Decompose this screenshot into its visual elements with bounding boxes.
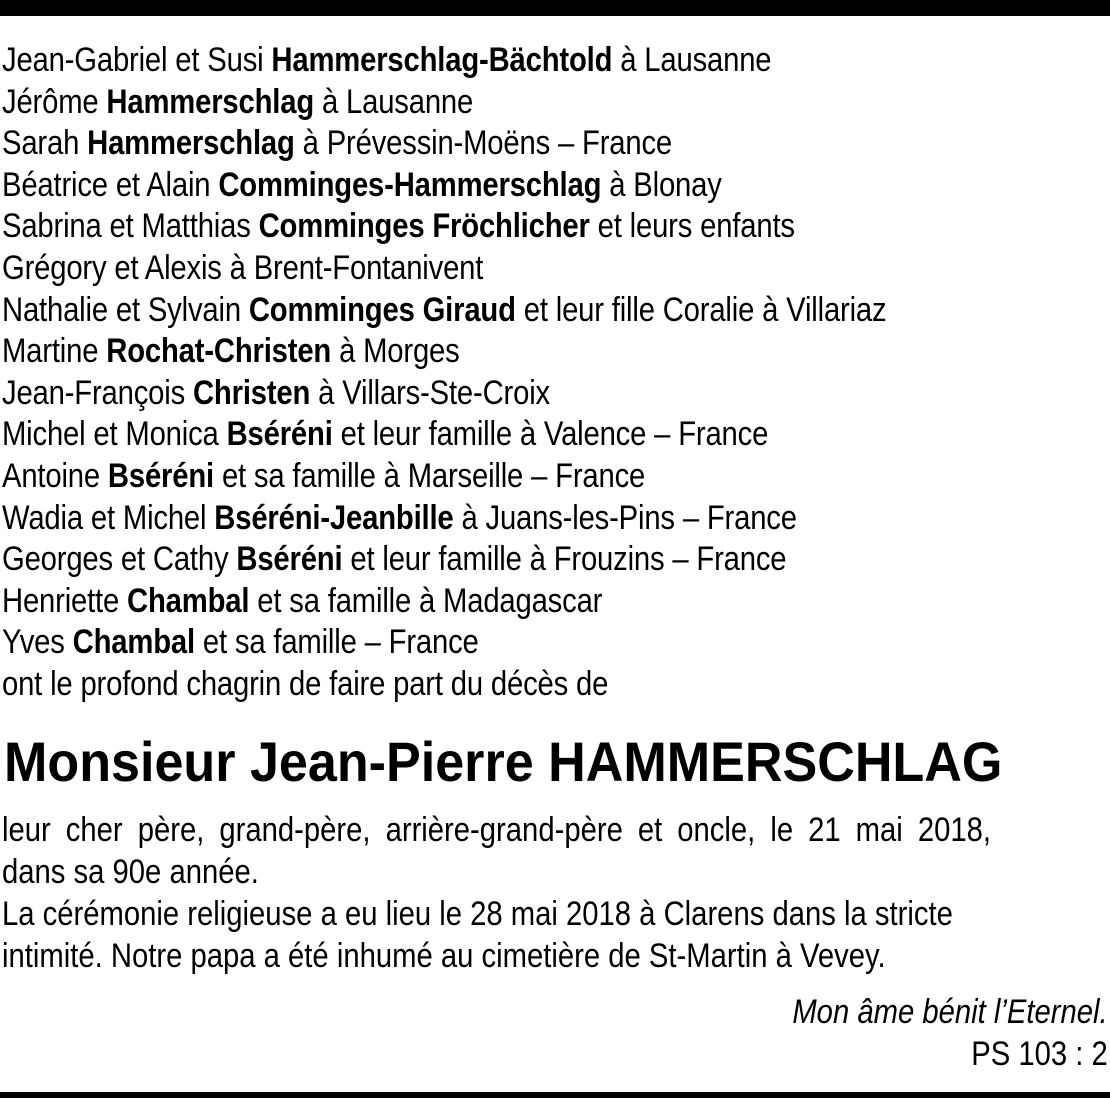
mourner-line: Antoine Bséréni et sa famille à Marseille – France (2, 456, 646, 495)
mourner-line: Jérôme Hammerschlag à Lausanne (2, 82, 474, 121)
mourner-line: Jean-Gabriel et Susi Hammerschlag-Bächtold à Lausanne (2, 41, 772, 79)
announcement-line: ont le profond chagrin de faire part du décès de (2, 664, 609, 703)
mourner-line: Jean-François Christen à Villars-Ste-Croix (2, 373, 550, 412)
bible-quote: Mon âme bénit l’Eternel. (792, 993, 1108, 1031)
mourner-line: Sabrina et Matthias Comminges Fröchlicher et leurs enfants (2, 207, 795, 246)
death-details-paragraph: leur cher père, grand-père, arrière-grand-père et oncle, le 21 mai 2018, dans sa 90e année. (2, 811, 991, 891)
bible-reference: PS 103 : 2 (971, 1035, 1108, 1073)
mourner-line: Yves Chambal et sa famille – France (2, 623, 479, 662)
top-rule (0, 0, 1110, 16)
mourner-line: Henriette Chambal et sa famille à Madagascar (2, 581, 603, 620)
mourner-line: Georges et Cathy Bséréni et leur famille à Frouzins – France (2, 540, 787, 579)
mourner-line: Wadia et Michel Bséréni-Jeanbille à Juans-les-Pins – France (2, 498, 797, 537)
bottom-rule (0, 1092, 1110, 1098)
mourner-line: Michel et Monica Bséréni et leur famille à Valence – France (2, 415, 769, 454)
mourner-line: Grégory et Alexis à Brent-Fontanivent (2, 248, 484, 287)
mourner-line: Nathalie et Sylvain Comminges Giraud et leur fille Coralie à Villariaz (2, 290, 887, 329)
ceremony-paragraph: La cérémonie religieuse a eu lieu le 28 mai 2018 à Clarens dans la stricte intimité. Notre papa a été inhumé au cimetière de St-Martin à Vevey. (2, 895, 953, 975)
deceased-name: Monsieur Jean-Pierre HAMMERSCHLAG (4, 730, 1003, 793)
mourners-list (2, 40, 1108, 706)
mourner-line: Béatrice et Alain Comminges-Hammerschlag à Blonay (2, 165, 722, 204)
mourner-line: Sarah Hammerschlag à Prévessin-Moëns – France (2, 124, 672, 163)
mourner-line: Martine Rochat-Christen à Morges (2, 332, 460, 371)
